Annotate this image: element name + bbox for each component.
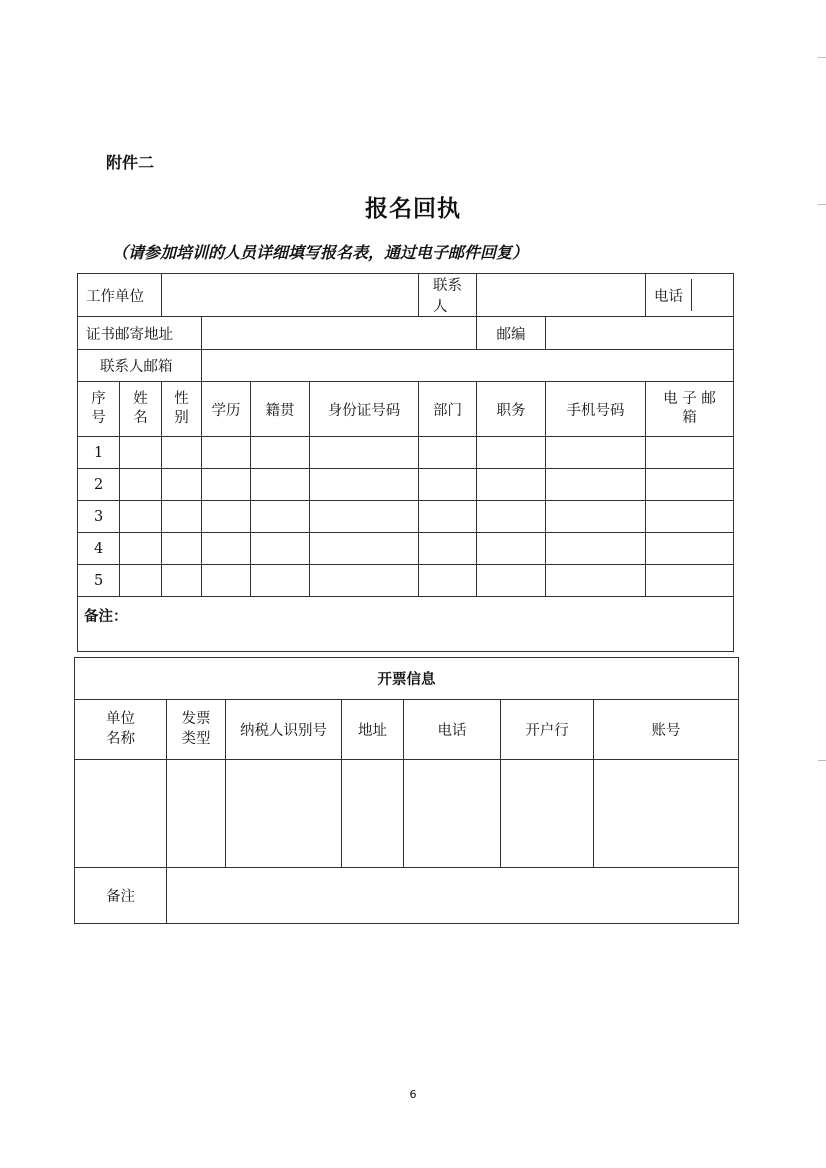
col-mobile: 手机号码 [546, 382, 646, 437]
col-education: 学历 [202, 382, 251, 437]
id-number-cell[interactable] [310, 501, 419, 533]
phone-label: 电话 [646, 279, 692, 311]
cert-address-field[interactable] [202, 317, 477, 350]
department-cell[interactable] [419, 469, 477, 501]
work-unit-field[interactable] [162, 274, 419, 317]
postcode-field[interactable] [546, 317, 734, 350]
name-cell[interactable] [120, 533, 162, 565]
row-number: 3 [78, 501, 120, 533]
col-address: 地址 [342, 700, 404, 760]
invoice-header: 开票信息 [75, 658, 739, 700]
invoice-header-row [75, 658, 739, 700]
col-gender: 性 别 [162, 382, 202, 437]
invoice-columns-row [75, 700, 739, 760]
department-cell[interactable] [419, 501, 477, 533]
row-number: 4 [78, 533, 120, 565]
department-cell[interactable] [419, 437, 477, 469]
postcode-label: 邮编 [477, 317, 546, 350]
native-place-cell[interactable] [251, 533, 310, 565]
participant-row [78, 565, 734, 597]
col-account: 账号 [594, 700, 739, 760]
form-title: 报名回执 [365, 196, 461, 222]
invoice-type-cell[interactable] [167, 760, 226, 868]
contact-email-row [78, 350, 734, 382]
invoice-remark-row [75, 868, 739, 924]
education-cell[interactable] [202, 533, 251, 565]
margin-mark [818, 760, 826, 761]
cert-address-label: 证书邮寄地址 [78, 317, 202, 350]
native-place-cell[interactable] [251, 469, 310, 501]
col-department: 部门 [419, 382, 477, 437]
id-number-cell[interactable] [310, 437, 419, 469]
position-cell[interactable] [477, 437, 546, 469]
work-unit-row [78, 274, 734, 317]
name-cell[interactable] [120, 565, 162, 597]
col-seq: 序 号 [78, 382, 120, 437]
participant-row [78, 501, 734, 533]
phone-field[interactable] [692, 279, 733, 311]
mobile-cell[interactable] [546, 469, 646, 501]
row-number: 1 [78, 437, 120, 469]
col-invoice-type: 发票 类型 [167, 700, 226, 760]
invoice-data-row [75, 760, 739, 868]
margin-mark [818, 204, 826, 205]
name-cell[interactable] [120, 501, 162, 533]
mobile-cell[interactable] [546, 501, 646, 533]
page-number: 6 [409, 1088, 417, 1101]
invoice-remark-field[interactable] [167, 868, 739, 924]
department-cell[interactable] [419, 565, 477, 597]
contact-email-label: 联系人邮箱 [78, 350, 202, 382]
position-cell[interactable] [477, 565, 546, 597]
phone-cell[interactable] [404, 760, 501, 868]
invoice-table [74, 657, 739, 924]
registration-remark[interactable]: 备注： [78, 597, 734, 652]
contact-person-field[interactable] [477, 274, 646, 317]
email-cell[interactable] [646, 437, 734, 469]
gender-cell[interactable] [162, 469, 202, 501]
id-number-cell[interactable] [310, 565, 419, 597]
education-cell[interactable] [202, 501, 251, 533]
gender-cell[interactable] [162, 437, 202, 469]
gender-cell[interactable] [162, 501, 202, 533]
id-number-cell[interactable] [310, 469, 419, 501]
col-phone: 电话 [404, 700, 501, 760]
col-unit-name: 单位 名称 [75, 700, 167, 760]
position-cell[interactable] [477, 501, 546, 533]
name-cell[interactable] [120, 469, 162, 501]
address-cell[interactable] [342, 760, 404, 868]
position-cell[interactable] [477, 533, 546, 565]
form-subtitle: （请参加培训的人员详细填写报名表，通过电子邮件回复） [112, 243, 529, 262]
native-place-cell[interactable] [251, 437, 310, 469]
contact-person-label: 联系人 [419, 274, 477, 317]
phone-cell [646, 274, 734, 317]
bank-cell[interactable] [501, 760, 594, 868]
row-number: 2 [78, 469, 120, 501]
col-native-place: 籍贯 [251, 382, 310, 437]
participant-row [78, 533, 734, 565]
native-place-cell[interactable] [251, 565, 310, 597]
col-tax-id: 纳税人识别号 [226, 700, 342, 760]
row-number: 5 [78, 565, 120, 597]
email-cell[interactable] [646, 533, 734, 565]
col-email: 电 子 邮 箱 [646, 382, 734, 437]
education-cell[interactable] [202, 437, 251, 469]
gender-cell[interactable] [162, 565, 202, 597]
registration-remark-row [78, 597, 734, 652]
mobile-cell[interactable] [546, 533, 646, 565]
col-bank: 开户行 [501, 700, 594, 760]
unit-name-cell[interactable] [75, 760, 167, 868]
email-cell[interactable] [646, 469, 734, 501]
margin-mark [818, 57, 826, 58]
invoice-remark-label: 备注 [75, 868, 167, 924]
participant-row [78, 469, 734, 501]
col-id-number: 身份证号码 [310, 382, 419, 437]
cert-address-row [78, 317, 734, 350]
account-cell[interactable] [594, 760, 739, 868]
native-place-cell[interactable] [251, 501, 310, 533]
position-cell[interactable] [477, 469, 546, 501]
mobile-cell[interactable] [546, 565, 646, 597]
id-number-cell[interactable] [310, 533, 419, 565]
email-cell[interactable] [646, 565, 734, 597]
tax-id-cell[interactable] [226, 760, 342, 868]
mobile-cell[interactable] [546, 437, 646, 469]
work-unit-label: 工作单位 [78, 274, 162, 317]
col-name: 姓 名 [120, 382, 162, 437]
email-cell[interactable] [646, 501, 734, 533]
annex-label: 附件二 [106, 153, 155, 172]
participant-row [78, 437, 734, 469]
registration-table [77, 273, 734, 652]
name-cell[interactable] [120, 437, 162, 469]
education-cell[interactable] [202, 565, 251, 597]
gender-cell[interactable] [162, 533, 202, 565]
department-cell[interactable] [419, 533, 477, 565]
col-position: 职务 [477, 382, 546, 437]
education-cell[interactable] [202, 469, 251, 501]
participants-header-row [78, 382, 734, 437]
contact-email-field[interactable] [202, 350, 734, 382]
